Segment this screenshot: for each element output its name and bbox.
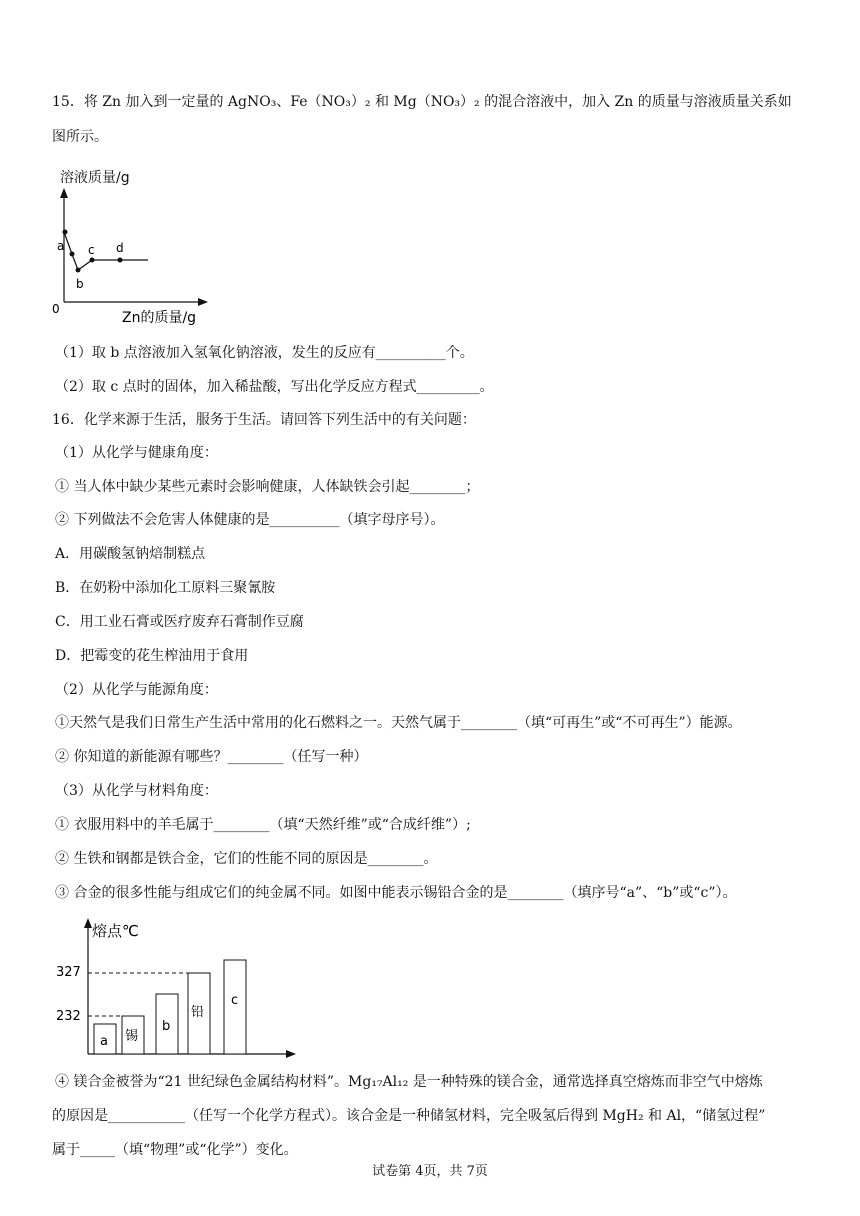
q16-part1-item1: ① 当人体中缺少某些元素时会影响健康，人体缺铁会引起________；	[55, 479, 480, 495]
q16-part3-item1: ① 衣服用料中的羊毛属于________（填“天然纤维”或“合成纤维”）;	[55, 817, 471, 833]
q16-part1-item2: ② 下列做法不会危害人体健康的是__________（填字母序号）。	[55, 512, 445, 528]
q15-stem-line1: 15．将 Zn 加入到一定量的 AgNO₃、Fe（NO₃）₂ 和 Mg（NO₃）₂ 的混合溶液中，加入 Zn 的质量与溶液质量关系如	[52, 94, 792, 110]
q16-part2-item1: ①天然气是我们日常生产生活中常用的化石燃料之一。天然气属于________（填“可再生”或“不可再生”）能源。	[55, 715, 742, 731]
q16-option-d: D．把霉变的花生榨油用于食用	[55, 648, 249, 664]
mp-chart-ylabel: 熔点℃	[92, 922, 139, 940]
page-footer: 试卷第 4页，共 7页	[372, 1164, 488, 1179]
q15-chart-origin: 0	[52, 302, 60, 316]
melting-point-chart	[52, 912, 302, 1062]
q16-part3-item2: ② 生铁和钢都是铁合金，它们的性能不同的原因是________。	[55, 851, 438, 867]
q15-point-a2	[70, 252, 75, 257]
q16-part3-item4-line2: 的原因是___________（任写一个化学方程式）。该合金是一种储氢材料，完全吸氢后得到 MgH₂ 和 Al，“储氢过程”	[52, 1108, 766, 1124]
q16-part2-item2: ② 你知道的新能源有哪些？________（任写一种）	[55, 749, 368, 765]
q16-part2: （2）从化学与能源角度：	[55, 682, 218, 698]
q16-stem: 16．化学来源于生活，服务于生活。请回答下列生活中的有关问题：	[52, 412, 476, 428]
mp-label-lead: 铅	[191, 1005, 205, 1020]
q15-point-d	[118, 258, 123, 263]
q15-label-b: b	[76, 277, 84, 291]
mp-tick-327: 327	[56, 965, 81, 980]
q16-part1: （1）从化学与健康角度：	[55, 445, 218, 461]
q16-part3-item3: ③ 合金的很多性能与组成它们的纯金属不同。如图中能表示锡铅合金的是________（填序号“a”、“b”或“c”）。	[55, 885, 737, 901]
q15-chart-xlabel: Zn的质量/g	[122, 310, 197, 326]
mp-tick-232: 232	[56, 1009, 81, 1024]
q15-label-d: d	[116, 241, 124, 255]
q16-part3: （3）从化学与材料角度：	[55, 783, 218, 799]
q15-stem-line2: 图所示。	[52, 129, 108, 145]
q16-part3-item4-line1: ④ 镁合金被誉为“21 世纪绿色金属结构材料”。Mg₁₇Al₁₂ 是一种特殊的镁合金，通常选择真空熔炼而非空气中熔炼	[55, 1074, 763, 1090]
mp-label-tin: 锡	[125, 1029, 139, 1044]
q16-option-a: A．用碳酸氢钠焙制糕点	[55, 546, 206, 562]
q15-label-a: a	[57, 239, 65, 253]
q16-option-b: B．在奶粉中添加化工原料三聚氰胺	[55, 580, 276, 596]
q15-point-c	[90, 258, 95, 263]
q15-chart-ylabel: 溶液质量/g	[60, 170, 130, 186]
mp-label-a: a	[100, 1034, 108, 1049]
q15-sub2: （2）取 c 点时的固体，加入稀盐酸，写出化学反应方程式_________。	[55, 379, 494, 395]
q16-part3-item4-line3: 属于_____（填“物理”或“化学”）变化。	[52, 1142, 298, 1158]
q15-point-a	[63, 230, 68, 235]
mp-label-c: c	[231, 993, 239, 1008]
q15-label-c: c	[88, 243, 95, 257]
q15-point-b	[76, 268, 81, 273]
mp-label-b: b	[162, 1019, 171, 1034]
q15-chart	[48, 162, 238, 332]
q15-sub1: （1）取 b 点溶液加入氢氧化钠溶液，发生的反应有__________个。	[55, 345, 474, 361]
q16-option-c: C．用工业石膏或医疗废弃石膏制作豆腐	[55, 614, 304, 630]
